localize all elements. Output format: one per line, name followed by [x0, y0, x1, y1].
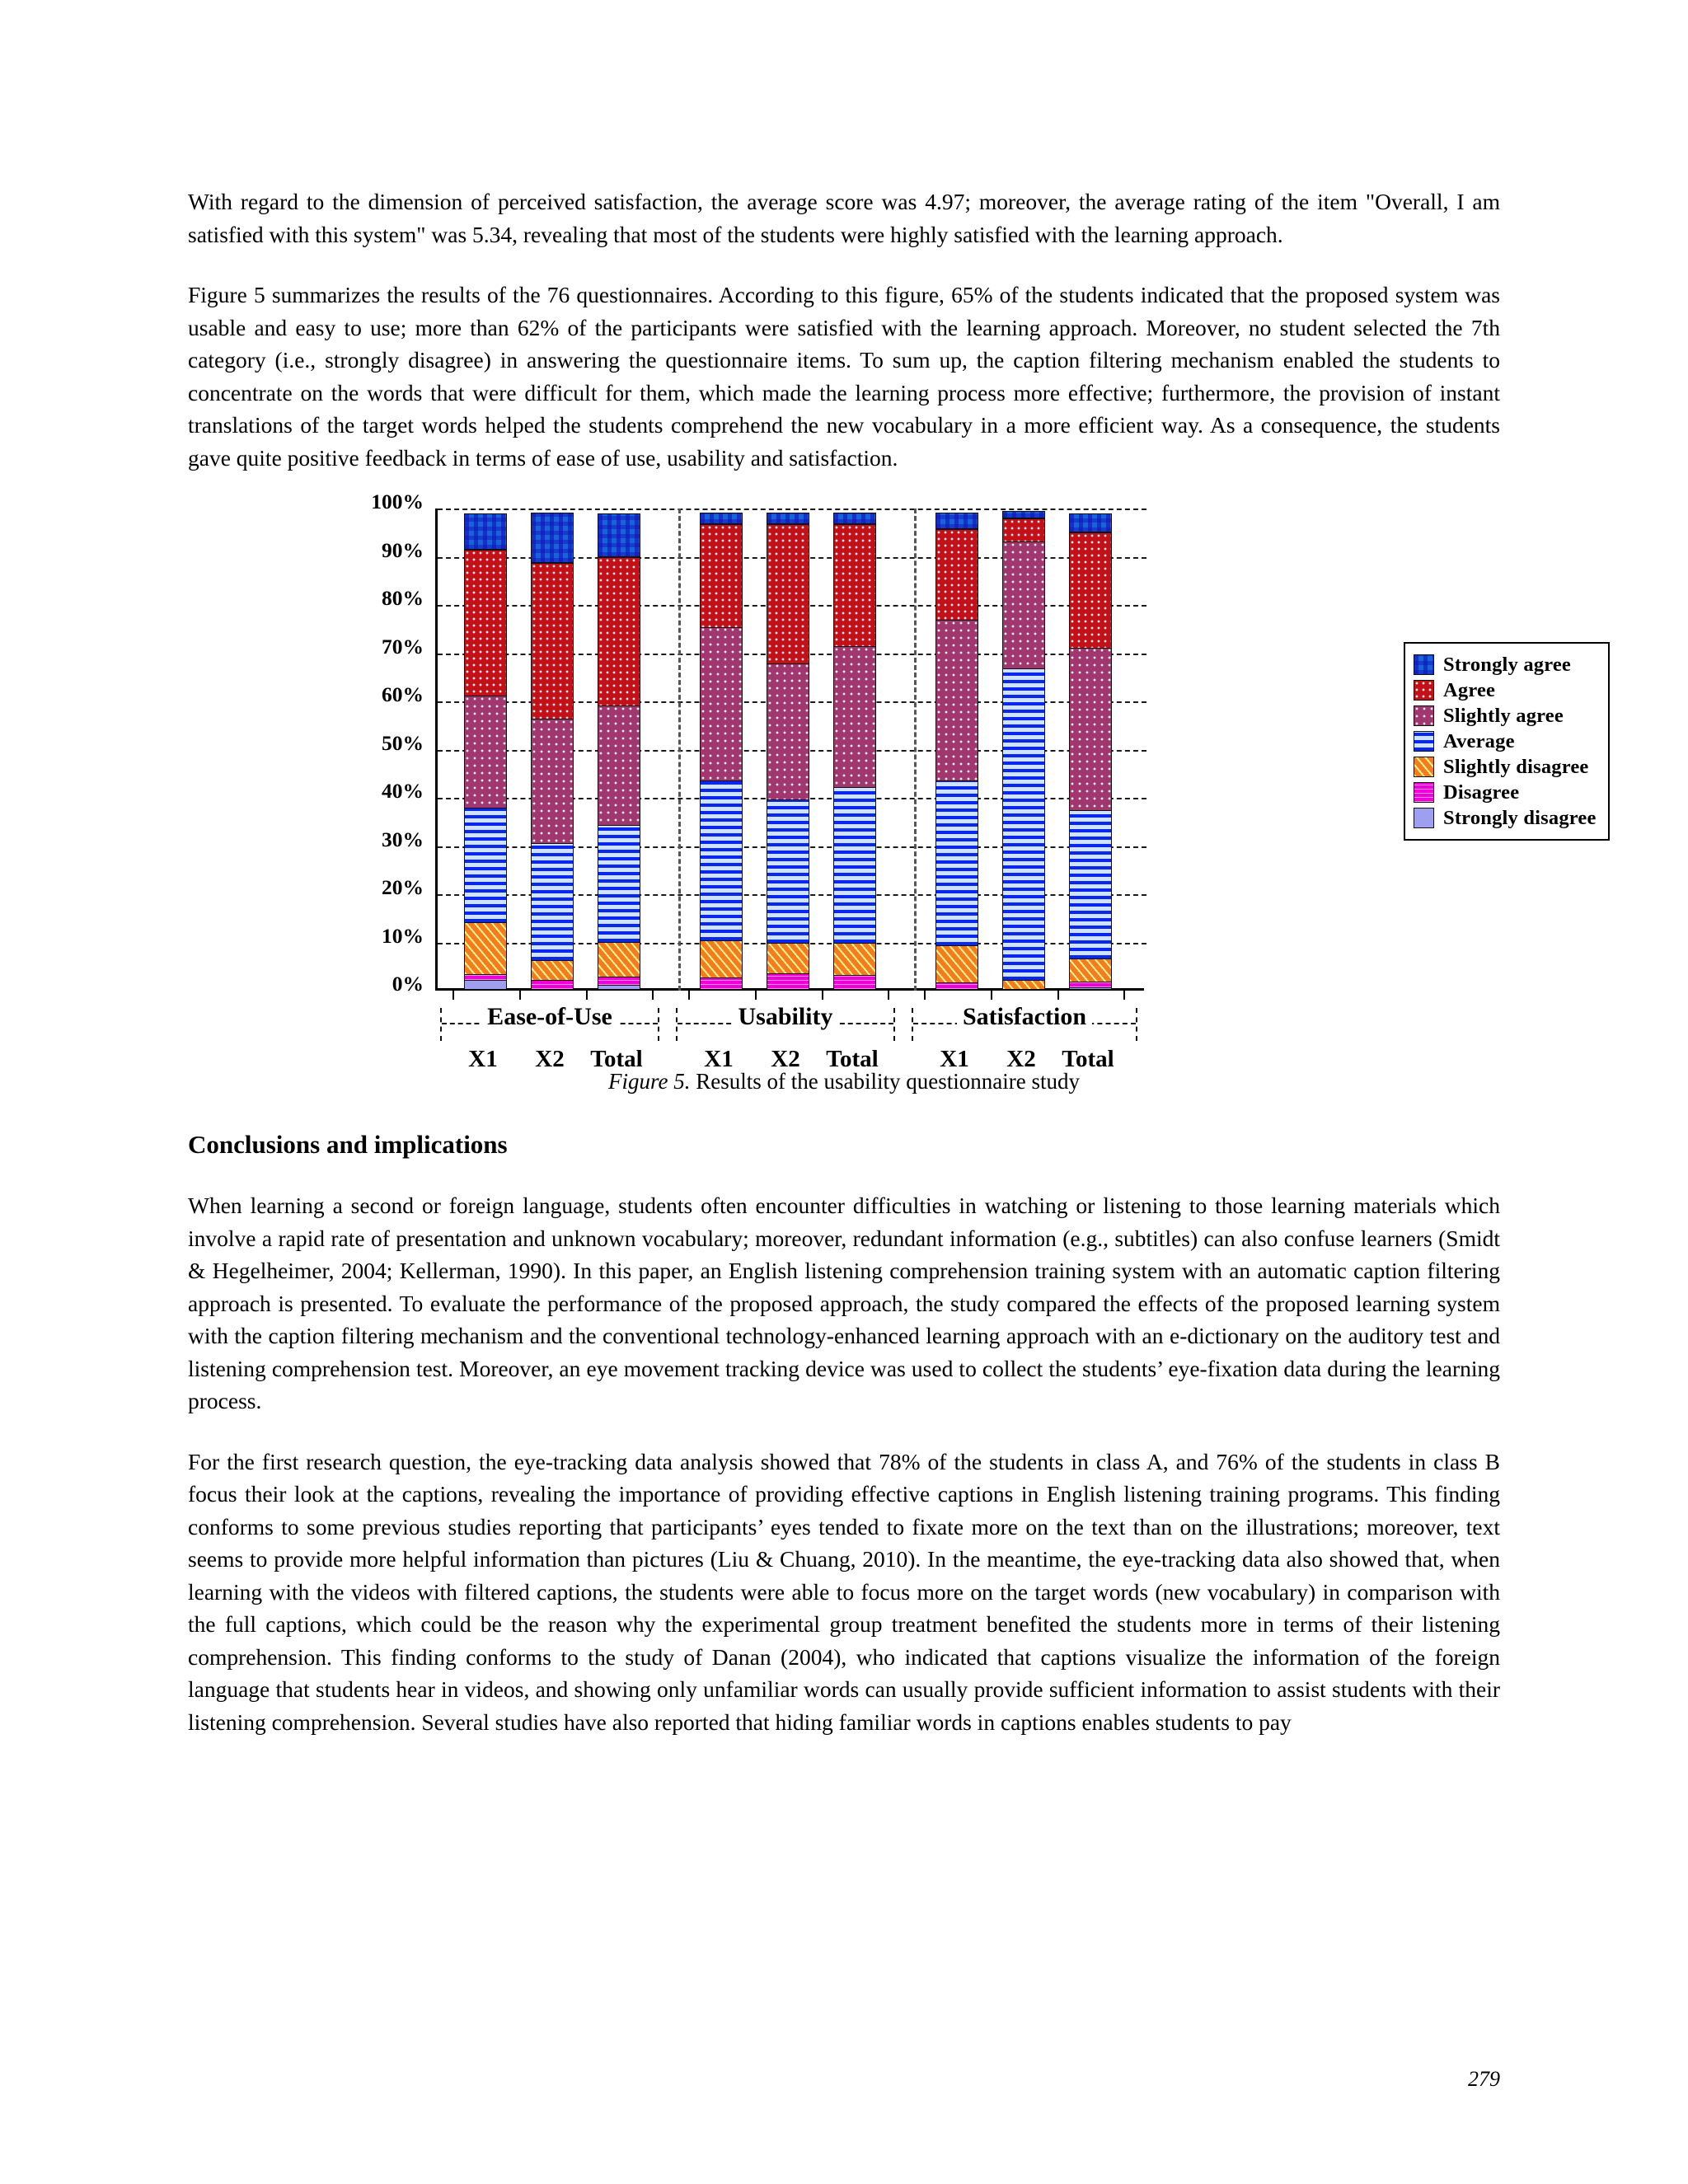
segment-sa	[935, 620, 978, 781]
bar-ease-of-use-total	[598, 506, 640, 988]
x-axis-tick-0	[452, 991, 454, 1000]
paragraph-conclusion-2: For the first research question, the eye-tracking data analysis showed that 78% of the students in class A, and 76% of the students in class B focus their look at the captions, revealing the importance of providing effective captions in English listening training programs. This finding conforms to some previous studies reporting that participants’ eyes tended to fixate more on the text than on the illustrations; moreover, text seems to provide more helpful information than pictures (Liu & Chuang, 2010). In the meantime, the eye-tracking data also showed that, when learning with the videos with filtered captions, the students were able to focus more on the target words (new vocabulary) in comparison with the full captions, which could be the reason why the experimental group treatment benefited the students more in terms of their listening comprehension. This finding conforms to the study of Danan (2004), who indicated that captions visualize the information of the foreign language that students hear in videos, and showing only unfamiliar words can usually provide sufficient information to assist students with their listening comprehension. Several studies have also reported that hiding familiar words in captions enables students to pay	[188, 1448, 1500, 1735]
legend-swatch-icon	[1414, 808, 1434, 828]
segment-stra	[700, 513, 743, 525]
segment-a	[464, 550, 507, 696]
legend-label: Slightly agree	[1443, 704, 1564, 727]
legend-swatch-icon	[1414, 680, 1434, 701]
segment-avg	[935, 780, 978, 946]
legend-swatch-icon	[1414, 654, 1434, 675]
segment-avg	[464, 808, 507, 923]
page-number: 279	[1468, 2067, 1500, 2091]
group-divider-2	[914, 509, 917, 991]
x-axis-tick-6	[822, 991, 823, 1000]
x-axis-tick-9	[991, 991, 992, 1000]
group-bracket-ease-of-use	[440, 1003, 659, 1041]
segment-a	[1002, 518, 1045, 542]
segment-avg	[700, 780, 743, 941]
x-axis-tick-11	[1123, 991, 1125, 1000]
segment-d	[598, 976, 640, 986]
bar-satisfaction-x1	[935, 506, 978, 988]
segment-a	[1069, 532, 1112, 648]
x-label-ease-of-use-x1: X1	[468, 1046, 498, 1072]
legend-label: Strongly agree	[1443, 653, 1572, 676]
x-label-satisfaction-total: Total	[1062, 1046, 1114, 1072]
segment-a	[598, 557, 640, 706]
legend-item-slightly-disagree	[1414, 754, 1597, 780]
x-label-usability-total: Total	[826, 1046, 879, 1072]
segment-sdis	[598, 941, 640, 977]
x-axis-tick-2	[586, 991, 588, 1000]
y-tick-50: 50%	[382, 730, 424, 755]
x-label-ease-of-use-x2: X2	[535, 1046, 565, 1072]
x-label-usability-x1: X1	[704, 1046, 734, 1072]
figure-5	[188, 490, 1597, 1095]
segment-a	[935, 529, 978, 621]
figure-caption-text: Results of the usability questionnaire study	[690, 1069, 1080, 1094]
y-tick-40: 40%	[382, 779, 424, 803]
segment-sa	[1069, 647, 1112, 811]
x-axis-tick-7	[888, 991, 889, 1000]
segment-avg	[767, 799, 809, 944]
segment-avg	[1002, 668, 1045, 981]
bar-satisfaction-total	[1069, 506, 1112, 988]
segment-sdis	[531, 959, 574, 981]
y-tick-70: 70%	[382, 634, 424, 658]
group-label-satisfaction: Satisfaction	[957, 1003, 1092, 1031]
legend-item-disagree	[1414, 780, 1597, 805]
segment-stra	[833, 513, 876, 525]
chart-legend	[1404, 642, 1610, 841]
x-label-satisfaction-x2: X2	[1006, 1046, 1036, 1072]
segment-sa	[1002, 541, 1045, 669]
x-axis-tick-1	[519, 991, 521, 1000]
segment-stra	[935, 513, 978, 529]
group-bracket-usability	[676, 1003, 895, 1041]
segment-a	[767, 524, 809, 664]
segment-d	[700, 977, 743, 990]
legend-label: Agree	[1443, 678, 1496, 701]
segment-avg	[531, 842, 574, 960]
group-label-usability: Usability	[732, 1003, 838, 1031]
segment-sd	[464, 980, 507, 990]
segment-d	[767, 972, 809, 989]
y-tick-0: 0%	[392, 972, 424, 996]
legend-swatch-icon	[1414, 705, 1434, 726]
segment-sa	[464, 696, 507, 808]
segment-avg	[1069, 810, 1112, 959]
x-label-ease-of-use-total: Total	[590, 1046, 643, 1072]
segment-a	[833, 524, 876, 647]
segment-avg	[833, 787, 876, 944]
segment-stra	[767, 513, 809, 525]
segment-d	[833, 975, 876, 990]
bar-usability-total	[833, 506, 876, 988]
y-tick-90: 90%	[382, 537, 424, 562]
section-heading-conclusions: Conclusions and implications	[188, 1130, 508, 1159]
group-divider-1	[678, 509, 681, 991]
segment-sa	[833, 646, 876, 789]
segment-a	[531, 563, 574, 719]
legend-label: Slightly disagree	[1443, 755, 1589, 778]
legend-label: Average	[1443, 729, 1515, 752]
segment-a	[700, 524, 743, 628]
legend-label: Strongly disagree	[1443, 806, 1597, 829]
paragraph-figure-summary: Figure 5 summarizes the results of the 76 questionnaires. According to this figure, 65% of the students indicated that the proposed system was usable and easy to use; more than 62% of the participants were satisfied with the learning approach. Moreover, no student selected the 7th category (i.e., strongly disagree) in answering the questionnaire items. To sum up, the caption filtering mechanism enabled the students to concentrate on the words that were difficult for them, which made the learning process more effective; furthermore, the provision of instant translations of the target words helped the students comprehend the new vocabulary in a more efficient way. As a consequence, the students gave quite positive feedback in terms of ease of use, usability and satisfaction.	[188, 282, 1500, 471]
legend-swatch-icon	[1414, 782, 1434, 803]
segment-stra	[1002, 511, 1045, 518]
bar-ease-of-use-x2	[531, 506, 574, 988]
x-axis-tick-5	[755, 991, 757, 1000]
segment-sa	[767, 663, 809, 800]
y-tick-10: 10%	[382, 923, 424, 948]
usability-questionnaire-chart	[188, 490, 1597, 1072]
segment-sdis	[935, 944, 978, 983]
paragraph-satisfaction: With regard to the dimension of perceived satisfaction, the average score was 4.97; moreover, the average rating of the item "Overall, I am satisfied with this system" was 5.34, revealing that most of the students were highly satisfied with the learning approach.	[188, 189, 1500, 247]
segment-stra	[464, 513, 507, 550]
segment-sa	[598, 705, 640, 826]
segment-sdis	[767, 943, 809, 974]
segment-sdis	[1069, 958, 1112, 982]
segment-stra	[598, 513, 640, 557]
legend-item-strongly-disagree	[1414, 805, 1597, 831]
x-axis-tick-8	[924, 991, 926, 1000]
segment-sdis	[1002, 980, 1045, 990]
y-axis-labels	[188, 490, 435, 996]
segment-sdis	[464, 922, 507, 975]
x-axis-tick-3	[652, 991, 654, 1000]
plot-area-wrapper	[435, 509, 1597, 1072]
bar-ease-of-use-x1	[464, 506, 507, 988]
segment-stra	[1069, 513, 1112, 532]
legend-item-average	[1414, 729, 1597, 754]
segment-stra	[531, 513, 574, 563]
legend-swatch-icon	[1414, 731, 1434, 752]
plot-area	[435, 509, 1144, 991]
legend-item-slightly-agree	[1414, 703, 1597, 729]
group-bracket-satisfaction	[912, 1003, 1137, 1041]
group-label-ease-of-use: Ease-of-Use	[481, 1003, 618, 1031]
paragraph-conclusion-1: When learning a second or foreign language, students often encounter difficulties in watching or listening to those learning materials which involve a rapid rate of presentation and unknown vocabulary; moreover, redundant information (e.g., subtitles) can also confuse learners (Smidt & Hegelheimer, 2004; Kellerman, 1990). In this paper, an English listening comprehension training system with an automatic caption filtering approach is presented. To evaluate the performance of the proposed approach, the study compared the effects of the proposed learning system with the caption filtering mechanism and the conventional technology-enhanced learning approach with an e-dictionary on the auditory test and listening comprehension test. Moreover, an eye movement tracking device was used to collect the students’ eye-fixation data during the learning process.	[188, 1193, 1500, 1413]
segment-sa	[531, 719, 574, 844]
segment-sdis	[833, 943, 876, 977]
legend-item-agree	[1414, 677, 1597, 703]
segment-sdis	[700, 940, 743, 979]
bar-usability-x2	[767, 506, 809, 988]
y-tick-20: 20%	[382, 875, 424, 899]
y-tick-60: 60%	[382, 682, 424, 706]
figure-caption-label: Figure 5.	[608, 1069, 691, 1094]
legend-label: Disagree	[1443, 780, 1520, 804]
x-axis-tick-10	[1057, 991, 1059, 1000]
segment-d	[531, 980, 574, 990]
x-label-satisfaction-x1: X1	[940, 1046, 969, 1072]
x-label-usability-x2: X2	[771, 1046, 800, 1072]
x-axis-tick-4	[688, 991, 690, 1000]
y-tick-100: 100%	[371, 490, 424, 513]
segment-avg	[598, 824, 640, 942]
bar-satisfaction-x2	[1002, 506, 1045, 988]
segment-sa	[700, 626, 743, 780]
legend-item-strongly-agree	[1414, 652, 1597, 677]
y-tick-30: 30%	[382, 827, 424, 851]
legend-swatch-icon	[1414, 757, 1434, 777]
bar-usability-x1	[700, 506, 743, 988]
page-content	[188, 185, 1597, 1766]
y-tick-80: 80%	[382, 586, 424, 610]
